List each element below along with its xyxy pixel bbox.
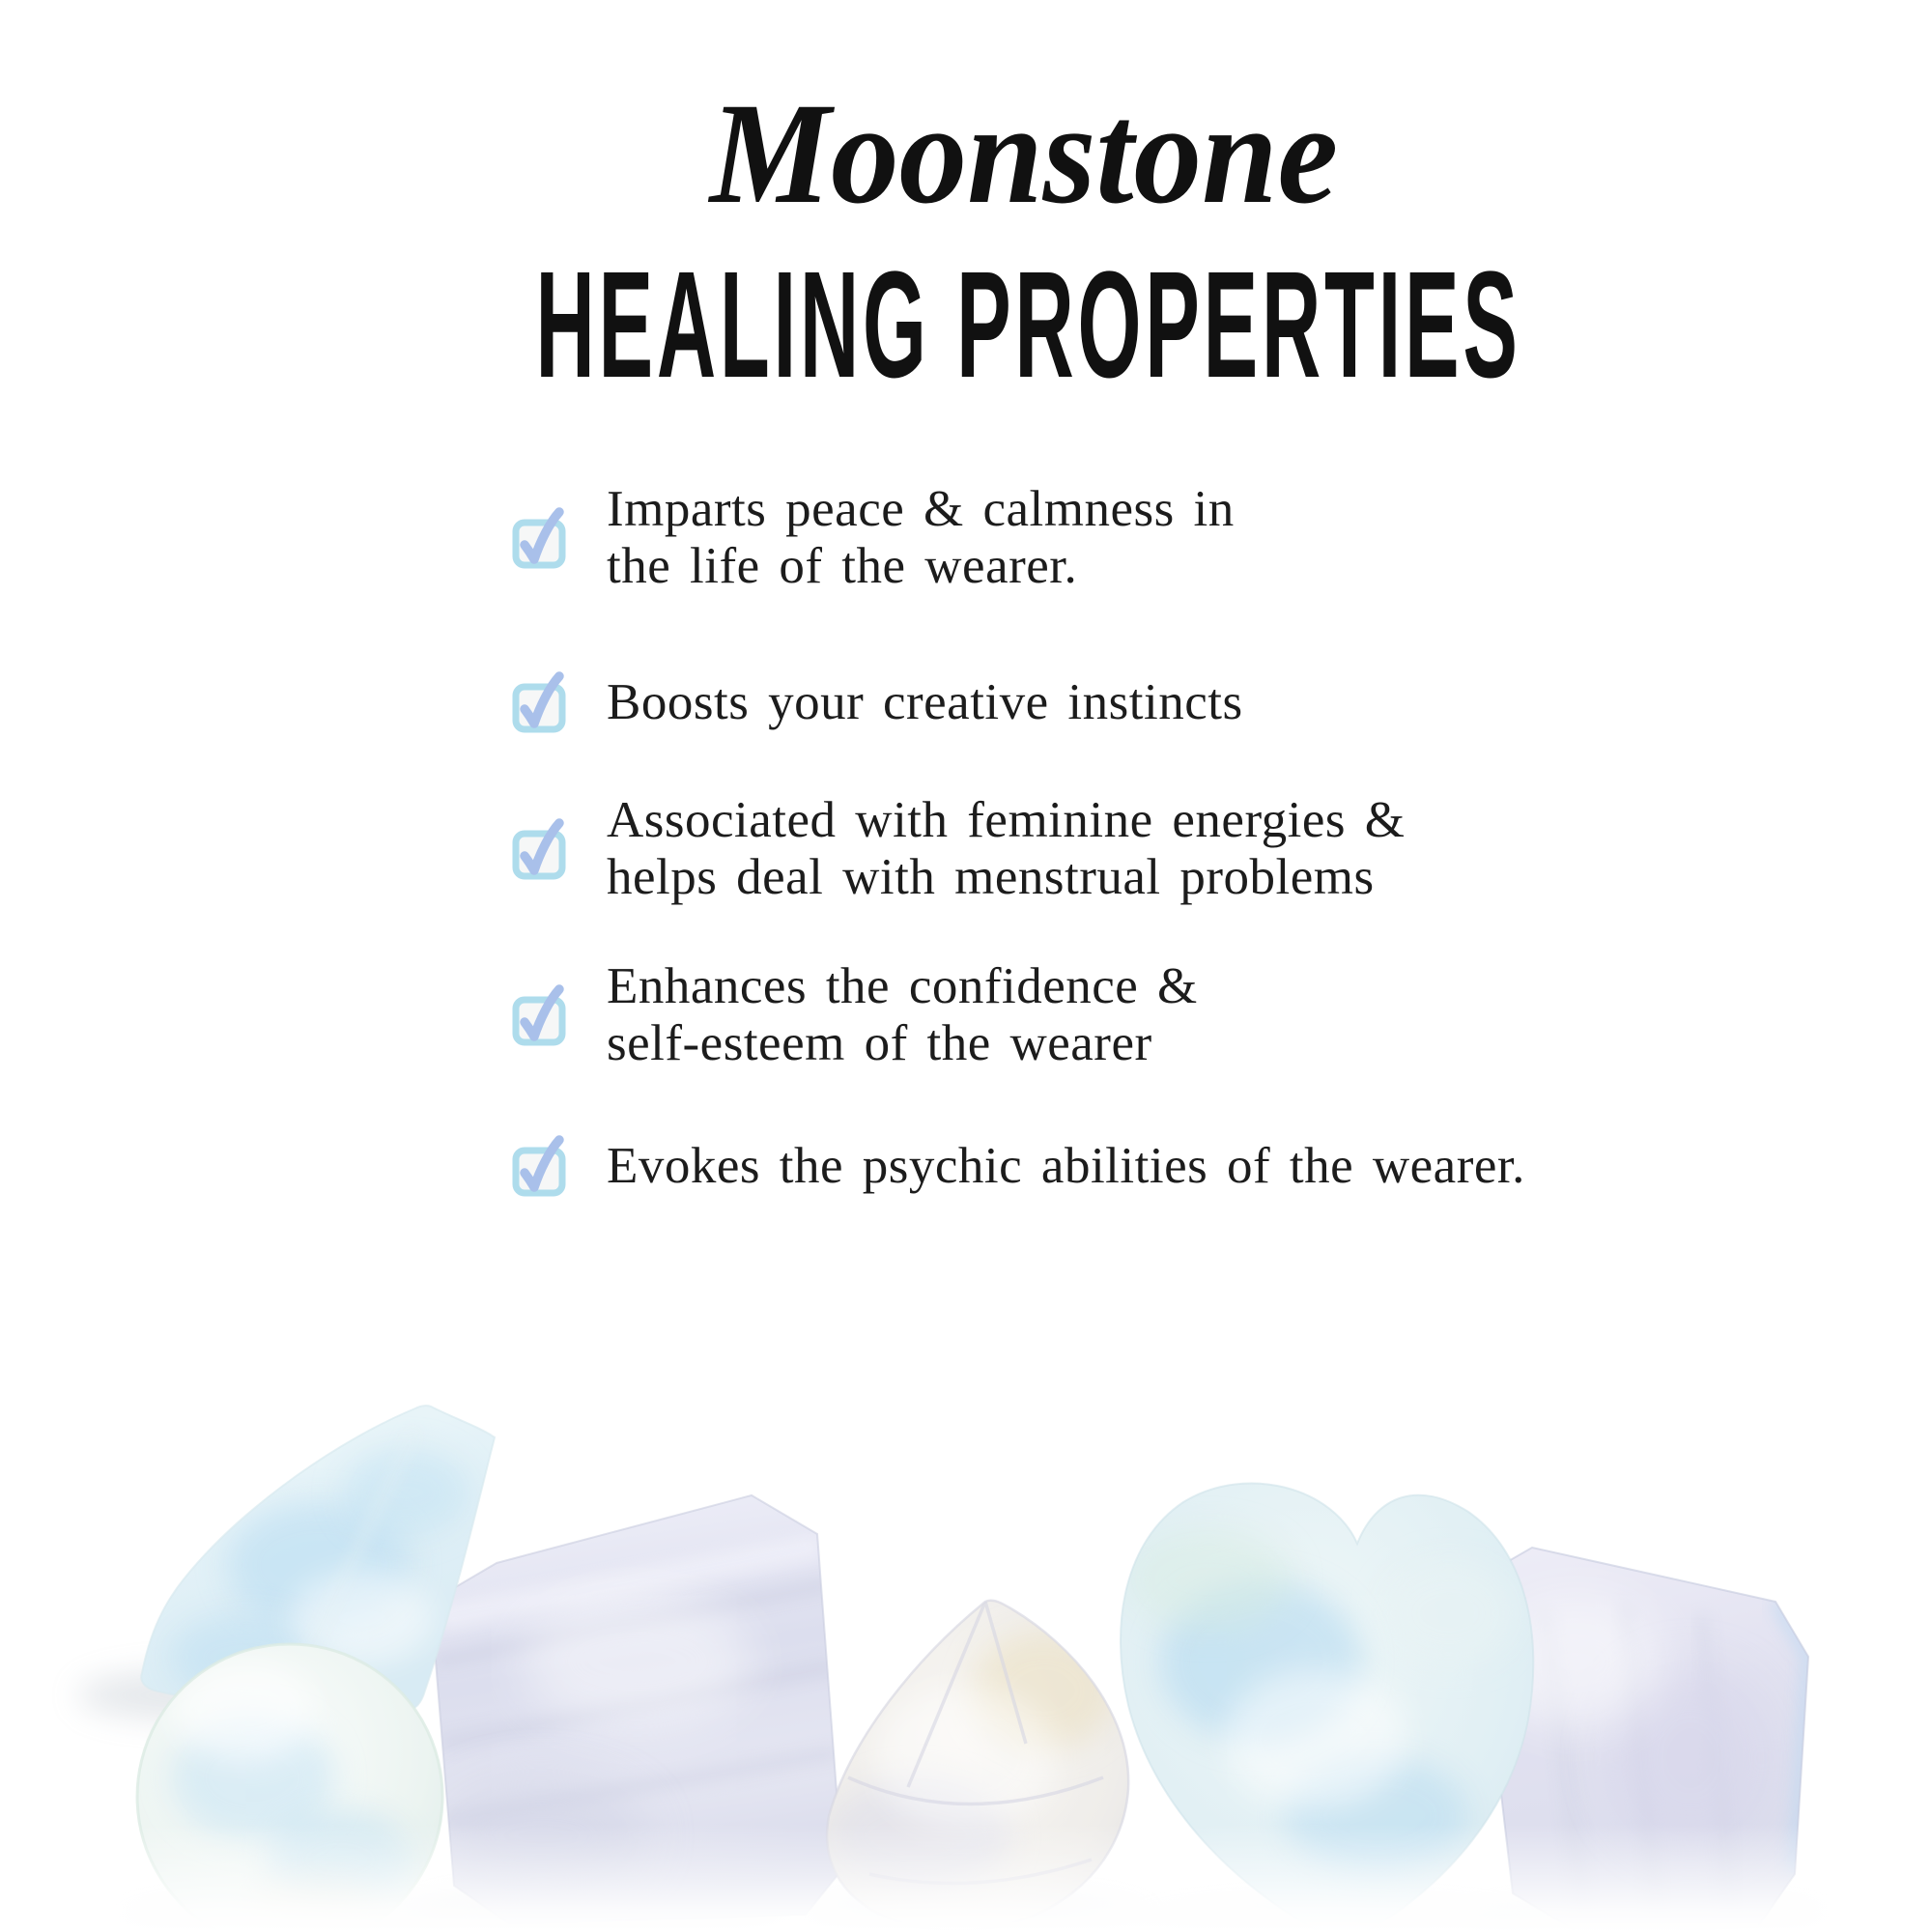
checked-checkbox-icon <box>512 1136 566 1196</box>
list-item-text-line: the life of the wearer. <box>607 538 1078 594</box>
checked-checkbox-icon <box>512 508 566 568</box>
checked-checkbox-icon <box>512 985 566 1045</box>
checked-checkbox-icon <box>512 672 566 732</box>
list-item-text <box>607 958 1198 1072</box>
list-item <box>512 958 1525 1072</box>
list-item-text-line: Evokes the psychic abilities of the wearer. <box>607 1137 1525 1194</box>
list-item <box>512 1136 1525 1196</box>
list-item <box>512 792 1525 906</box>
list-item-text <box>607 792 1406 906</box>
healing-properties-list <box>512 481 1525 1196</box>
list-item-text-line: Boosts your creative instincts <box>607 673 1243 730</box>
checked-checkbox-icon <box>512 819 566 879</box>
bottom-fade <box>0 1824 1932 1932</box>
list-item-text-line: self-esteem of the wearer <box>607 1015 1152 1071</box>
moonstone-gemstones-photo <box>0 1372 1932 1932</box>
list-item-text <box>607 1138 1525 1195</box>
page-subtitle-text: HEALING PROPERTIES <box>535 241 1521 410</box>
page-title-text: Moonstone <box>709 73 1339 234</box>
list-item-text-line: Imparts peace & calmness in <box>607 481 1235 537</box>
list-item <box>512 481 1525 595</box>
page-title <box>116 73 1932 234</box>
list-item-text-line: helps deal with menstrual problems <box>607 849 1375 905</box>
list-item-text <box>607 481 1235 595</box>
list-item-text-line: Associated with feminine energies & <box>607 792 1406 848</box>
list-item-text <box>607 674 1243 731</box>
list-item-text-line: Enhances the confidence & <box>607 958 1198 1014</box>
page-subtitle <box>116 241 1932 410</box>
list-item <box>512 672 1525 732</box>
